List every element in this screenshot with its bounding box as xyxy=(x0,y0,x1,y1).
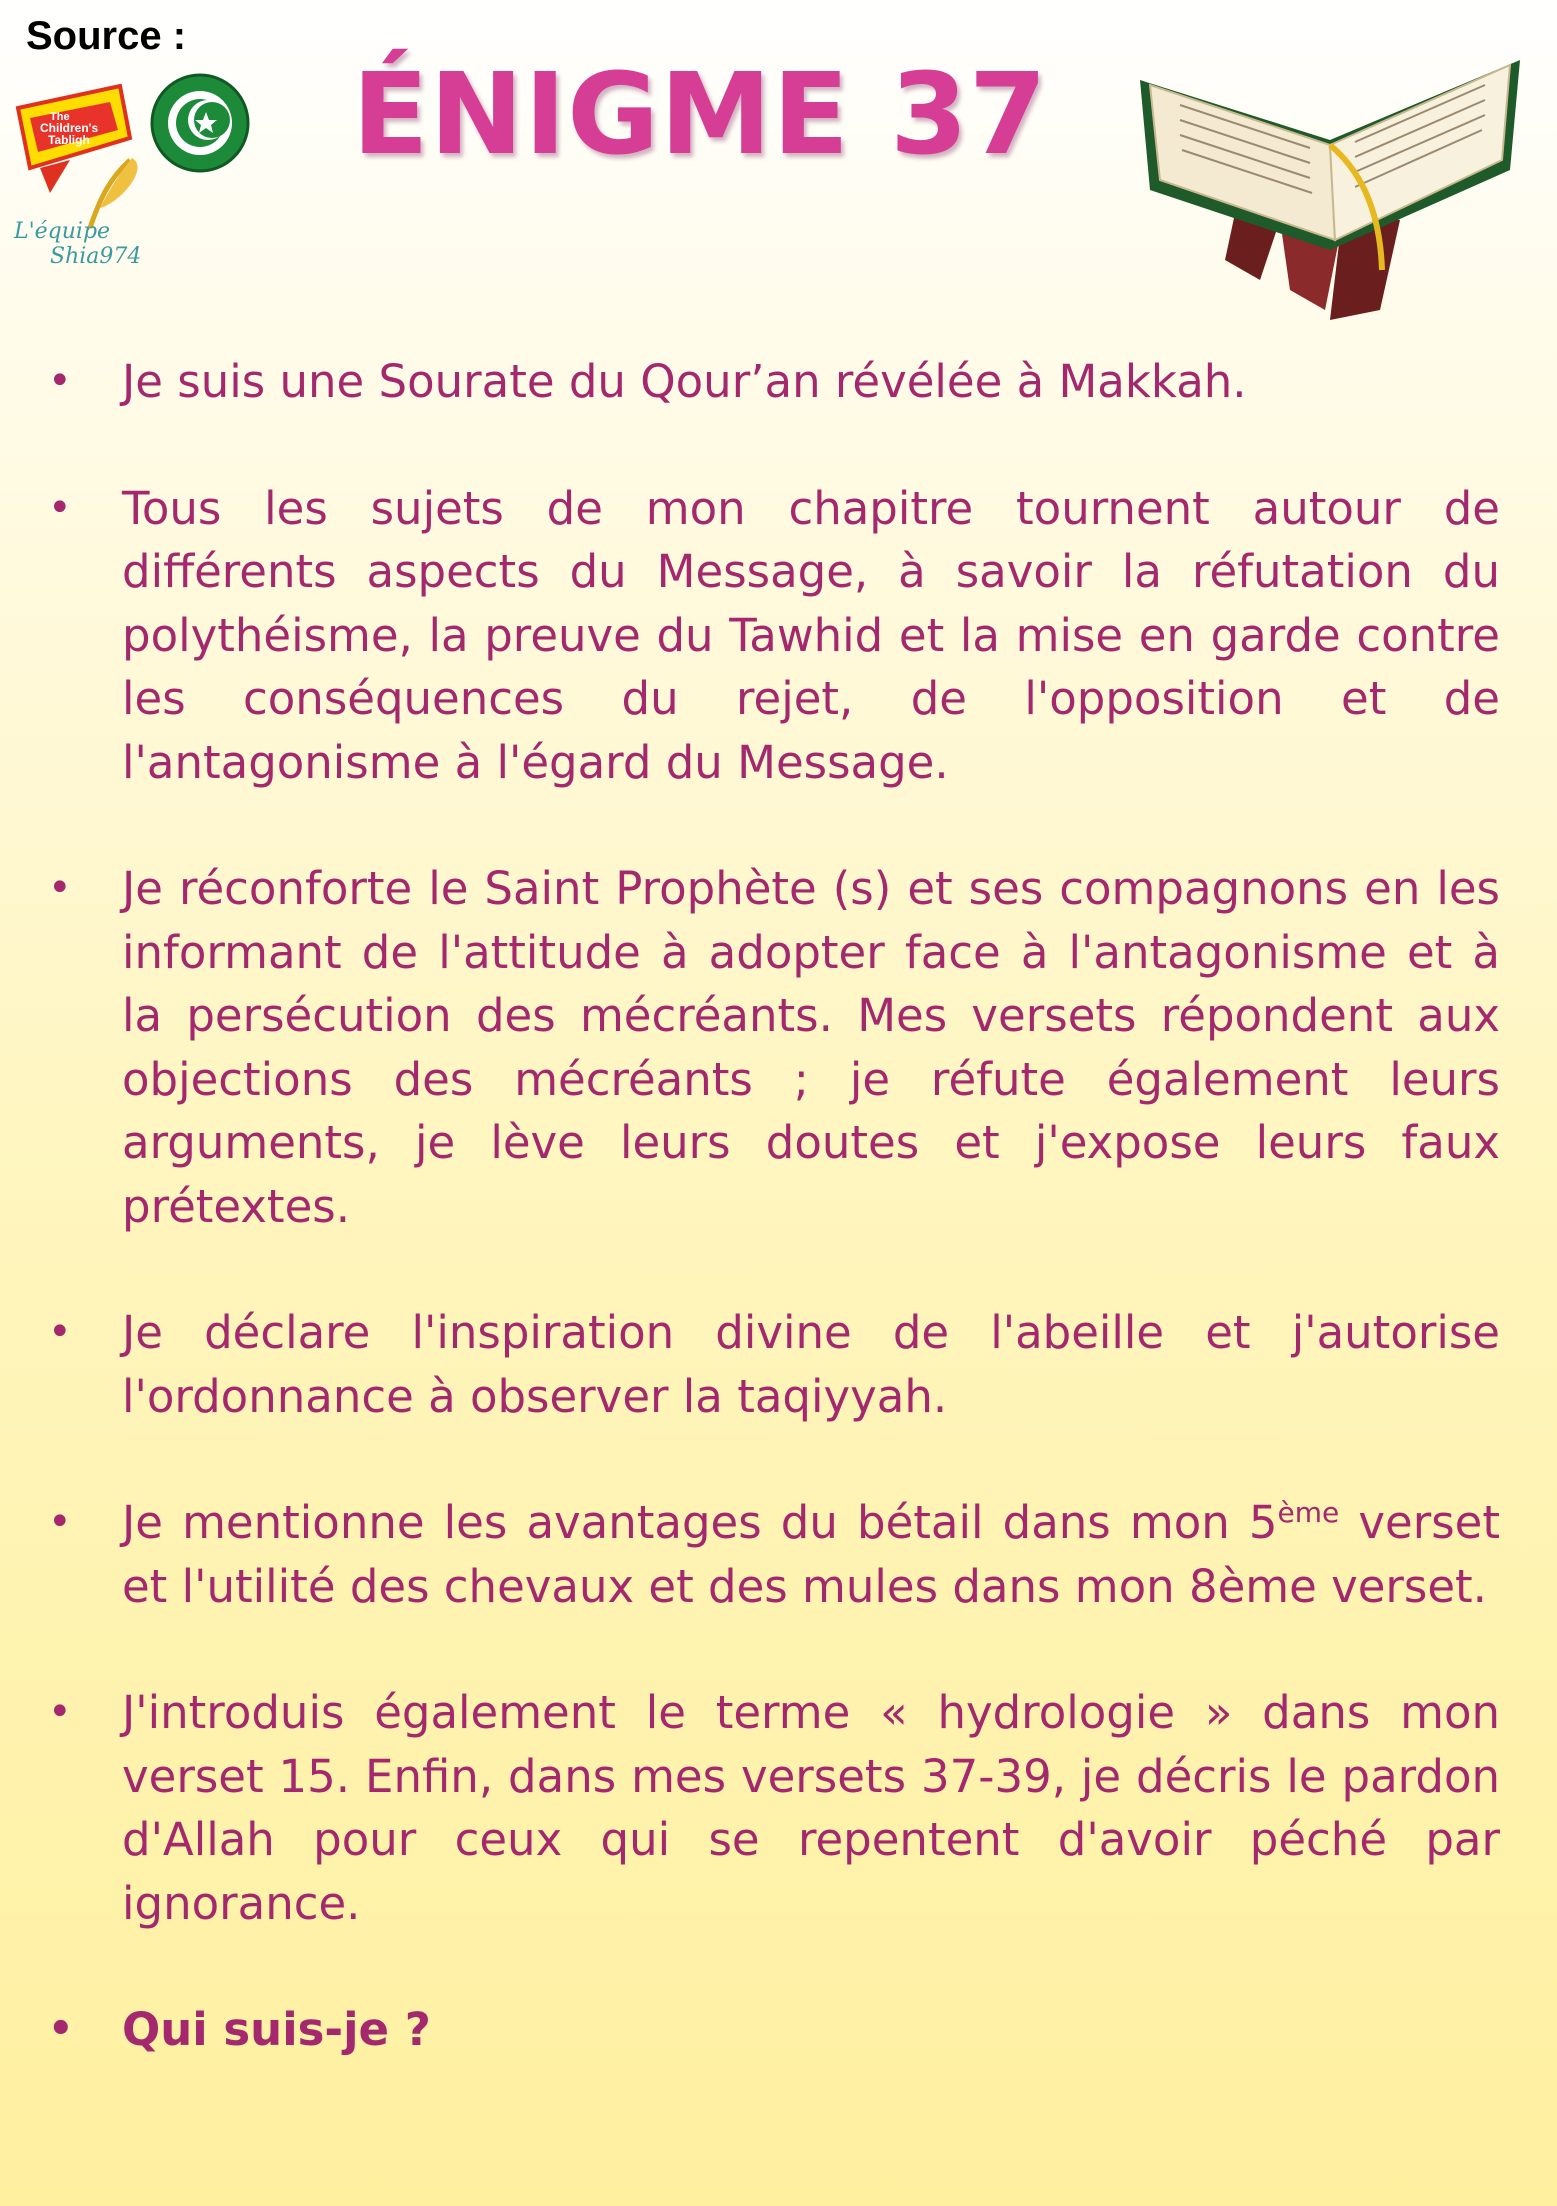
clue-text: Tous les sujets de mon chapitre tournent autour de différents aspects du Message, à savoir la réfutation du polythéisme, la preuve du Tawhid et la mise en garde contre les conséquences du rejet, de l'opposition et de l'antagonisme à l'égard du Message. xyxy=(122,481,1500,789)
list-item xyxy=(40,1681,1500,1935)
clue-text-after: verset et l'utilité des chevaux et des mules dans mon 8ème verset. xyxy=(122,1496,1500,1613)
svg-text:Shia974: Shia974 xyxy=(50,244,142,268)
feather-signature-icon xyxy=(13,158,141,268)
source-label: Source : xyxy=(26,14,187,58)
clue-text: Je réconforte le Saint Prophète (s) et ses compagnons en les informant de l'attitude à adopter face à l'antagonisme et à la persécution des mécréants. Mes versets répondent aux objections des mécréants ; je réfute également leurs arguments, je lève leurs doutes et j'expose leurs faux prétextes. xyxy=(122,862,1500,1233)
bullet: • xyxy=(48,865,72,911)
bullet: • xyxy=(48,2006,74,2052)
clue-text: Je déclare l'inspiration divine de l'abeille et j'autorise l'ordonnance à observer la taqiyyah. xyxy=(122,1306,1500,1423)
svg-text:Tabligh: Tabligh xyxy=(48,133,90,147)
list-item-question xyxy=(40,1998,1500,2062)
page-title: ÉNIGME 37 xyxy=(352,50,1048,180)
list-item xyxy=(40,477,1500,795)
bullet: • xyxy=(48,1499,72,1545)
svg-text:L'équipe: L'équipe xyxy=(14,219,111,244)
clue-text: Je suis une Sourate du Qour’an révélée à Makkah. xyxy=(122,355,1247,408)
svg-text:Children's: Children's xyxy=(40,121,99,135)
bullet: • xyxy=(48,1689,72,1735)
bullet: • xyxy=(48,1309,72,1355)
clue-text: J'introduis également le terme « hydrologie » dans mon verset 15. Enfin, dans mes versets 37-39, je décris le pardon d'Allah pour ceux qui se repentent d'avoir péché par ignorance. xyxy=(122,1686,1500,1930)
community-seal-icon xyxy=(152,75,248,171)
open-quran-icon xyxy=(1130,20,1530,320)
list-item xyxy=(40,857,1500,1238)
ordinal-superscript: ème xyxy=(1277,1496,1340,1529)
bullet: • xyxy=(48,484,72,531)
list-item xyxy=(40,1301,1500,1428)
bullet: • xyxy=(48,358,72,404)
list-item xyxy=(40,1491,1500,1618)
clues-list xyxy=(40,350,1500,2062)
list-item xyxy=(40,350,1500,414)
svg-text:The: The xyxy=(50,111,70,123)
question-text: Qui suis-je ? xyxy=(122,2003,431,2056)
organization-logos xyxy=(10,68,250,268)
clue-text-before: Je mentionne les avantages du bétail dans mon 5 xyxy=(122,1496,1278,1549)
clue-text xyxy=(122,1496,1500,1613)
